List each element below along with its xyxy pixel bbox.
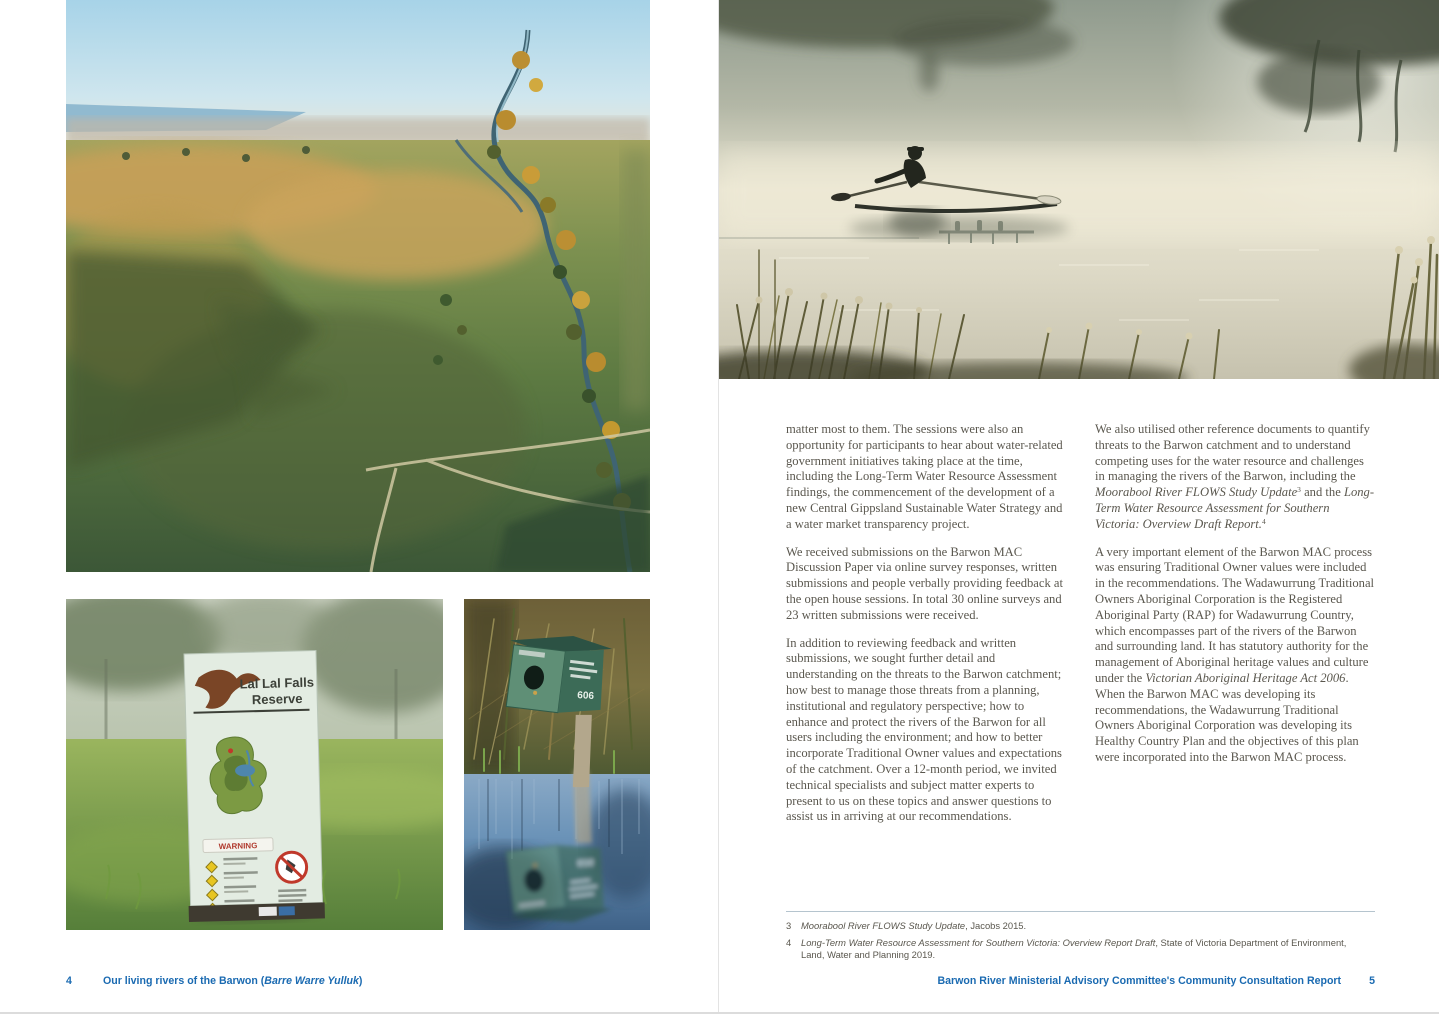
- text-column-1: [786, 422, 1066, 837]
- footnote-ref-4: 4: [1261, 516, 1266, 526]
- paragraph: We also utilised other reference documents to quantify threats to the Barwon catchment and to understand competing uses for the water resource and challenges in managing the rivers of the Barwon, including the Moorabool River FLOWS Study Update$^3$ and the Long-Term Water Resource Assessment for Southern Victoria: Overview Draft Report.$^4$: [1095, 422, 1375, 531]
- nestbox-photo: [464, 599, 650, 930]
- body-text-columns: [786, 422, 1375, 837]
- footnotes: [786, 920, 1375, 966]
- reserve-sign-panel: [182, 650, 325, 923]
- right-page-footer: [786, 975, 1375, 987]
- page-divider: [718, 0, 719, 1012]
- sign-warning-label: WARNING: [218, 841, 258, 852]
- text-column-2: [1095, 422, 1375, 837]
- paragraph: matter most to them. The sessions were also an opportunity for participants to hear about water-related government initiatives taking place at the time, including the Long-Term Water Resource Assessment findings, the commencement of the development of a new Central Gippsland Sustainable Water Strategy and a water market transparency project.: [786, 422, 1063, 531]
- reserve-sign-illustration: [66, 599, 443, 930]
- paragraph: We received submissions on the Barwon MAC Discussion Paper via online survey responses, written submissions and people verbally providing feedback at the open house sessions. In total 30 online surveys and 23 written submissions were received.: [786, 544, 1063, 622]
- nestbox-illustration: [464, 599, 650, 930]
- left-page-number: 4: [66, 975, 72, 987]
- footnote-4: 4 Long-Term Water Resource Assessment for Southern Victoria: Overview Report Draft, State of Victoria Department of Environment, Land, Water and Planning 2019.: [786, 937, 1347, 960]
- footnote-rule: [786, 911, 1375, 912]
- reserve-sign-photo: [66, 599, 443, 930]
- aerial-river-photo: [66, 0, 650, 572]
- sign-title-line1: Lal Lal Falls: [239, 674, 315, 692]
- page-bottom-edge: [0, 1012, 1439, 1014]
- no-climbing-icon: [276, 852, 307, 883]
- footnote-ref-3: 3: [1297, 485, 1301, 495]
- sign-title-line2: Reserve: [251, 690, 303, 708]
- footnote-3: 3 Moorabool River FLOWS Study Update, Jacobs 2015.: [786, 920, 1027, 931]
- paragraph: A very important element of the Barwon MAC process was ensuring Traditional Owner values were included in the recommendations. The Wadawurrung Traditional Owners Aboriginal Corporation is the Registered Aboriginal Party (RAP) for Wadawurrung Country, which encompasses part of the rivers of the Barwon and surrounding land. It has statutory authority for the management of Aboriginal heritage values and culture under the Victorian Aboriginal Heritage Act 2006. When the Barwon MAC was developing its recommendations, the Wadawurrung Traditional Owners Aboriginal Corporation was developing its Healthy Country Plan and the objectives of this plan were incorporated into the Barwon MAC process.: [1095, 544, 1375, 764]
- rowing-photo: [719, 0, 1439, 379]
- nestbox-number: 606: [576, 690, 595, 703]
- paragraph: In addition to reviewing feedback and written submissions, we sought further detail and understanding on the threats to the Barwon catchment; how best to manage those threats from a planning, institutional and regulatory perspective; how to enhance and protect the rivers of the Barwon for all users including the environment; and how to better incorporate Traditional Owner values and expectations of the catchment. Over a 12-month period, we invited technical specialists and subject matter experts to present to us on these topics and answer questions to assist us in arriving at our recommendations.: [786, 635, 1062, 824]
- left-page-footer: [66, 975, 650, 987]
- rowing-illustration: [719, 0, 1439, 379]
- right-footer-title: Barwon River Ministerial Advisory Committee's Community Consultation Report: [937, 975, 1342, 987]
- aerial-river-illustration: [66, 0, 650, 572]
- left-footer-title: Our living rivers of the Barwon (Barre Warre Yulluk): [103, 975, 363, 987]
- right-page-number: 5: [1369, 975, 1375, 987]
